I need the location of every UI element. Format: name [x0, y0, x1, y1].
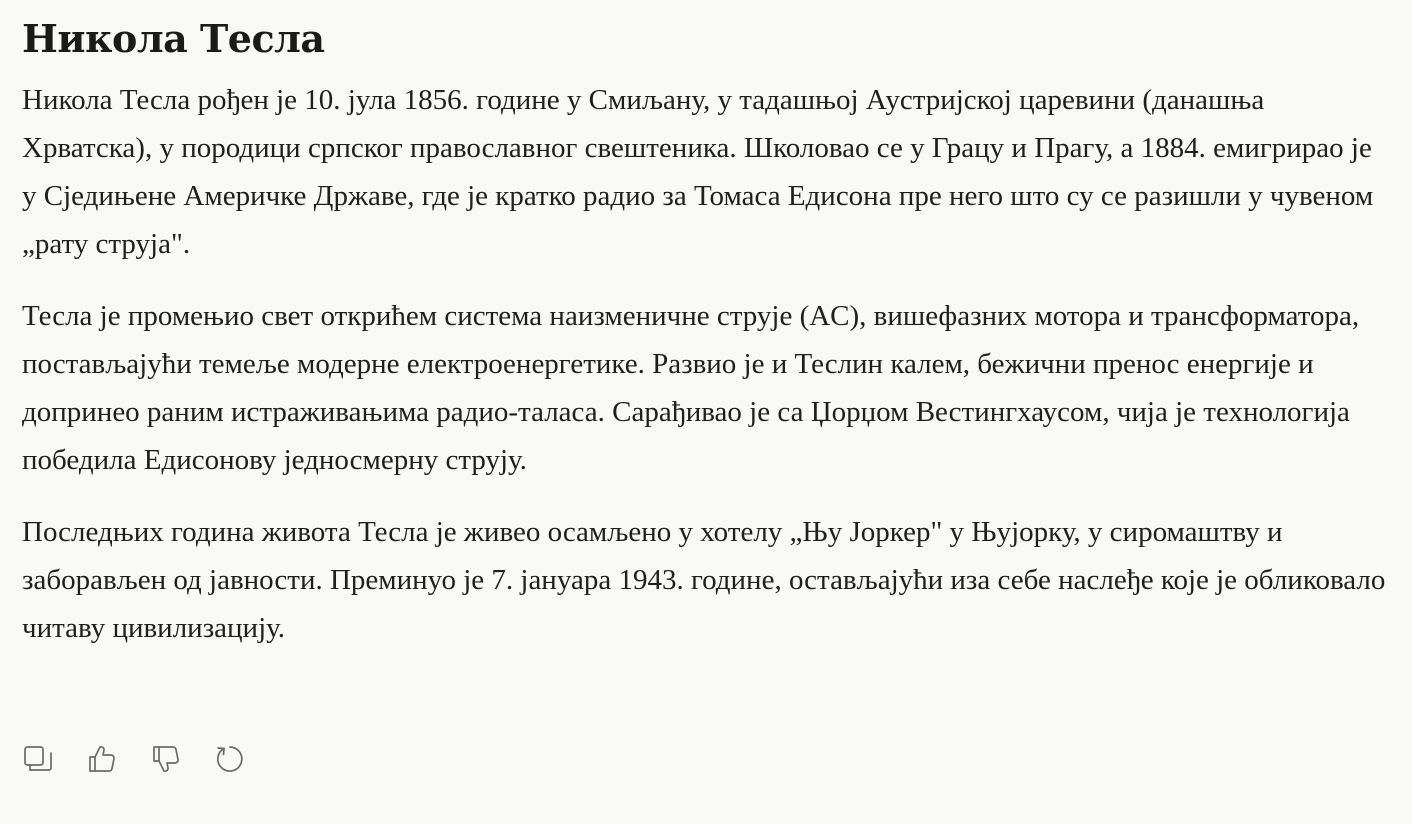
response-title: Никола Тесла — [22, 16, 325, 61]
response-paragraph: Последњих година живота Тесла је живео осамљено у хотелу „Њу Јоркер" у Њујорку, у сиромаштву и заборављен од јавности. Преминуо је 7. јануара 1943. године, остављајући иза себе наслеђе које је обликовало читаву цивилизацију. — [22, 516, 1386, 644]
thumbs-down-button[interactable] — [150, 743, 182, 779]
response-paragraph: Никола Тесла рођен је 10. јула 1856. године у Смиљану, у тадашњој Аустријској царевини (данашња Хрватска), у породици српског православног свештеника. Школовао се у Грацу и Прагу, а 1884. емигрирао је у Сједињене Америчке Државе, где је кратко радио за Томаса Едисона пре него што су се разишли у чувеном „рату струја". — [22, 84, 1374, 260]
copy-button[interactable] — [22, 743, 54, 779]
thumbs-up-icon — [86, 743, 118, 780]
retry-icon — [214, 743, 246, 780]
copy-icon — [22, 743, 54, 780]
thumbs-down-icon — [150, 743, 182, 780]
assistant-response — [22, 14, 1392, 676]
response-paragraph: Тесла је промењио свет открићем система наизменичне струје (AC), вишефазних мотора и трансформатора, постављајући темеље модерне електроенергетике. Развио је и Теслин калем, бежични пренос енергије и допринео раним истраживањима радио-таласа. Сарађивао је са Џорџом Вестингхаусом, чија је технологија победила Едисонову једносмерну струју. — [22, 300, 1360, 476]
retry-button[interactable] — [214, 743, 246, 779]
thumbs-up-button[interactable] — [86, 743, 118, 779]
message-actions — [22, 743, 246, 779]
